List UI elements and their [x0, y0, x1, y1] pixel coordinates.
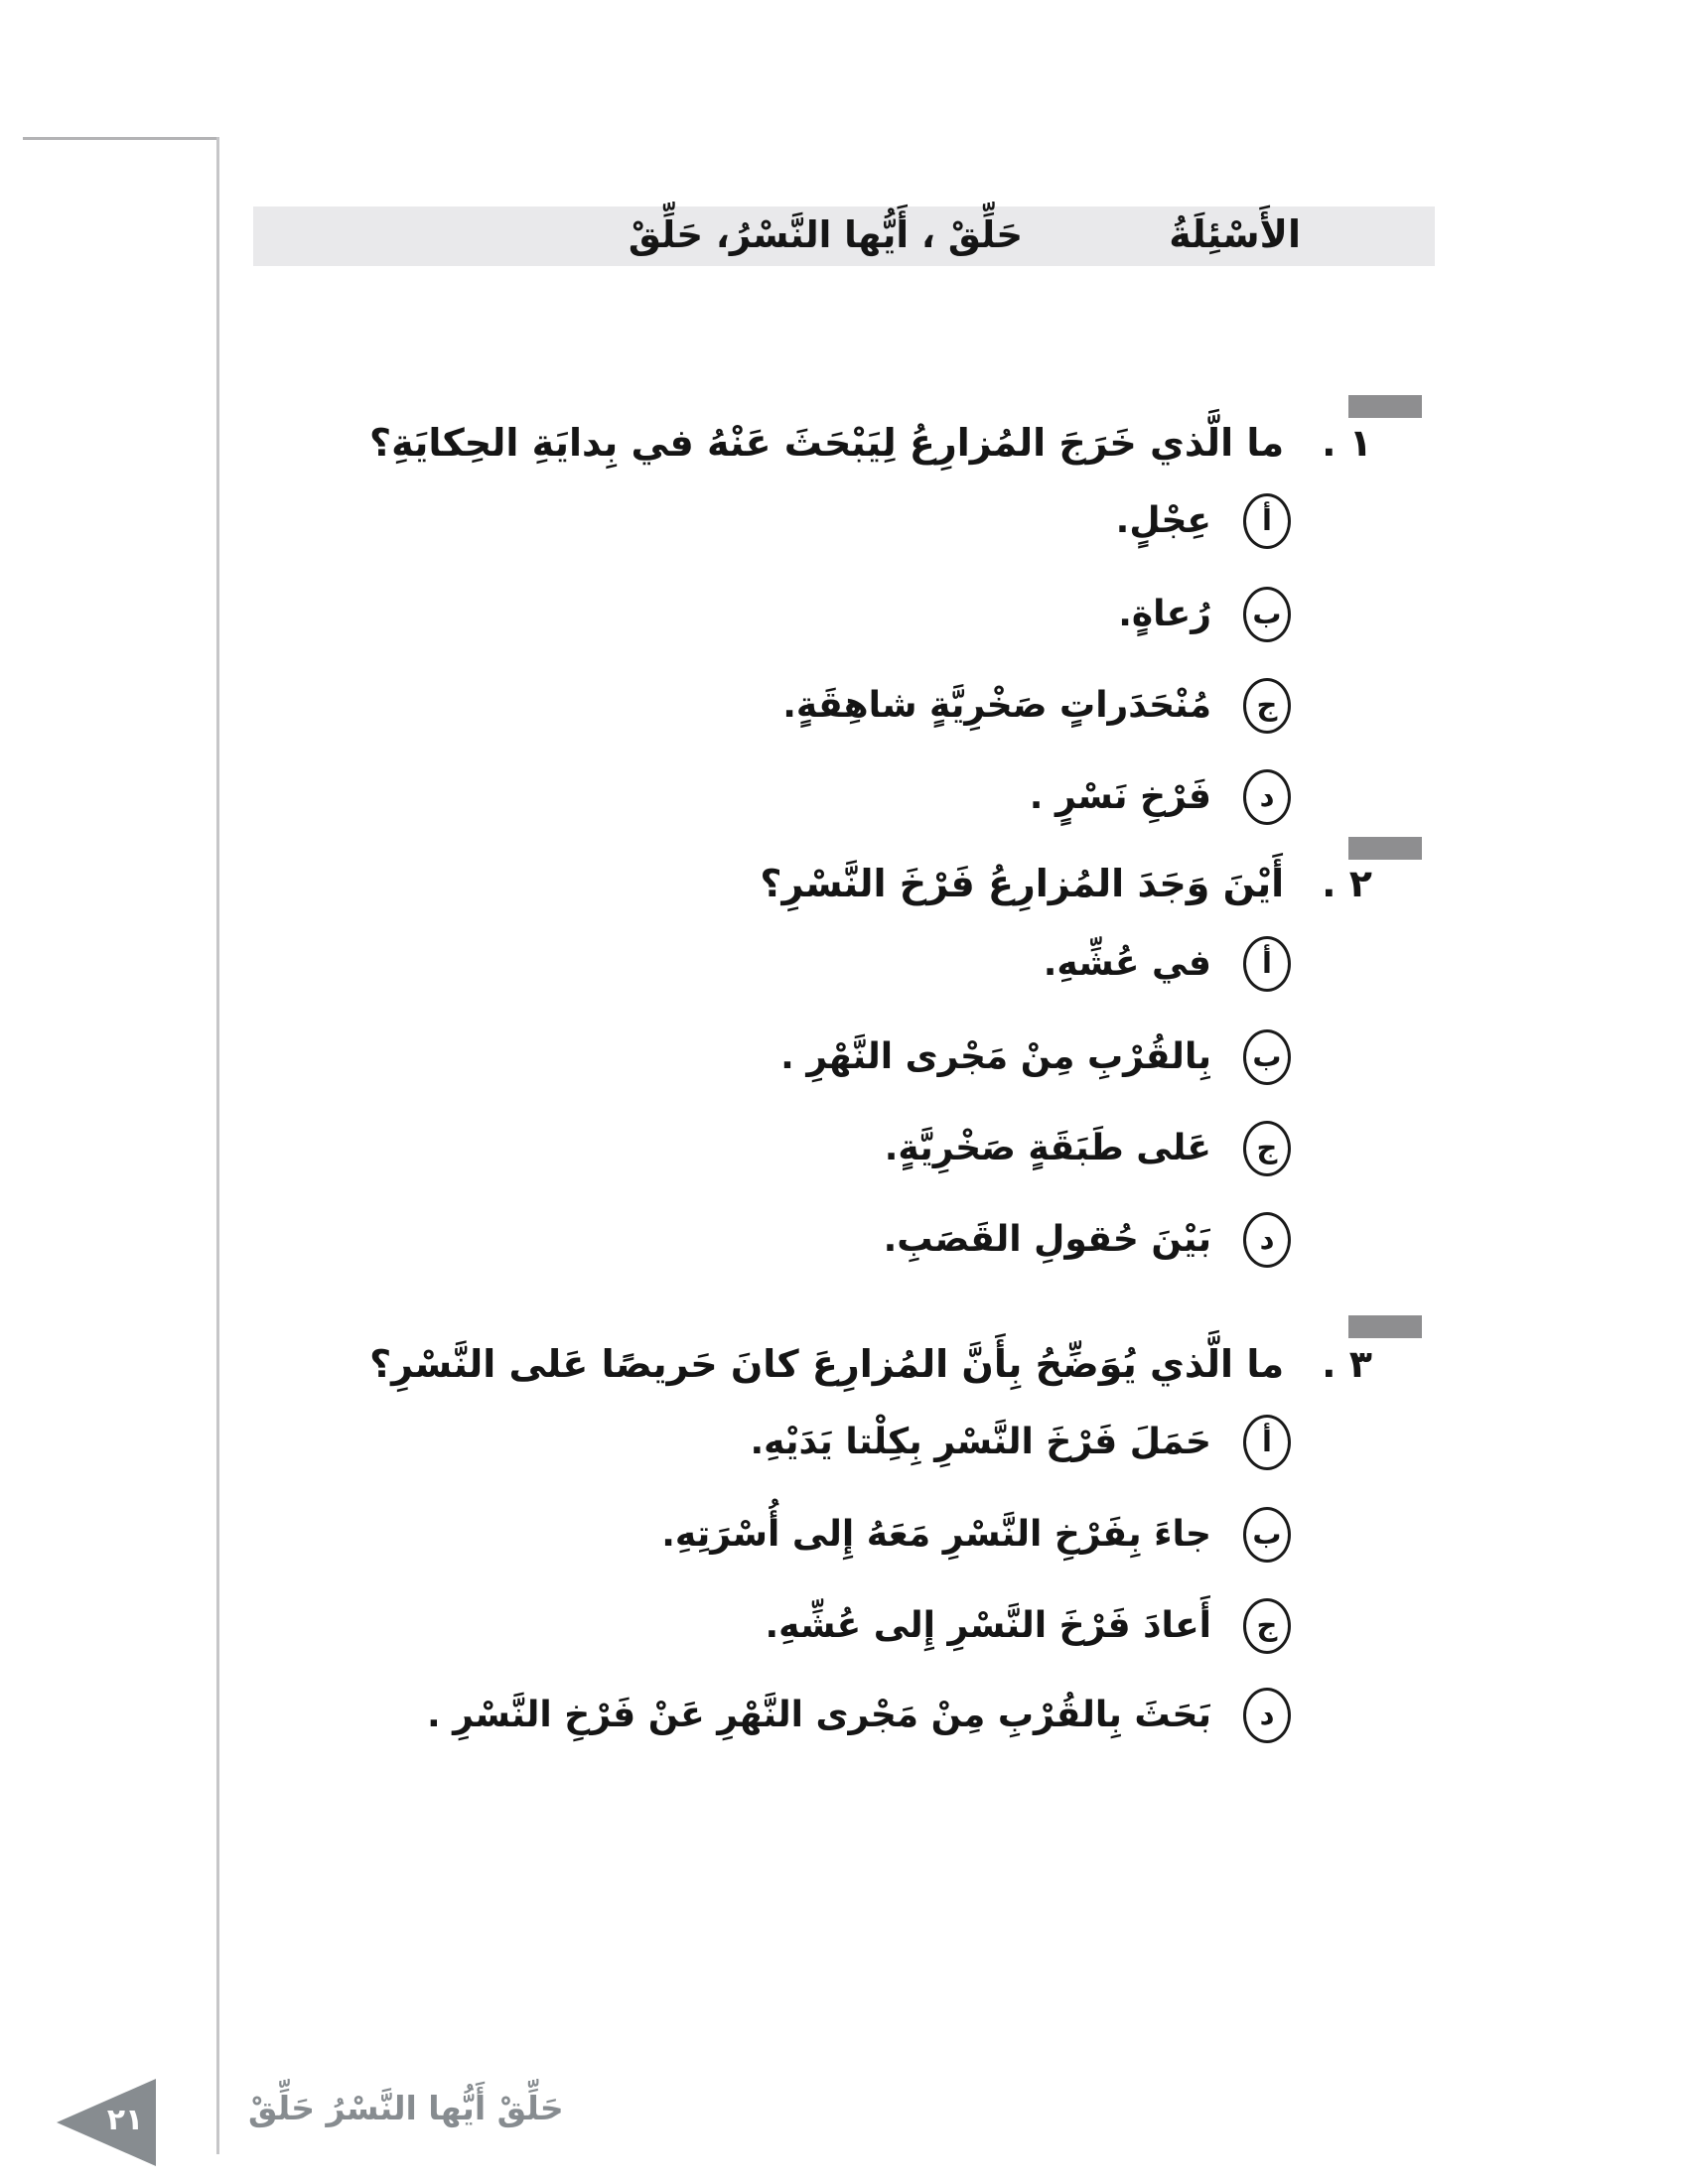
- option-text: أَعادَ فَرْخَ النَّسْرِ إِلى عُشِّهِ.: [765, 1605, 1211, 1646]
- option-text: جاءَ بِفَرْخِ النَّسْرِ مَعَهُ إِلى أُسْرَتِهِ.: [661, 1514, 1211, 1555]
- option-row[interactable]: [1118, 584, 1291, 644]
- option-letter-circle[interactable]: د: [1243, 1212, 1291, 1268]
- option-text: بَيْنَ حُقولِ القَصَبِ.: [883, 1219, 1211, 1260]
- option-letter-circle[interactable]: ب: [1243, 587, 1291, 642]
- option-row[interactable]: [885, 1118, 1291, 1178]
- option-row[interactable]: [884, 1209, 1291, 1270]
- question-1: [369, 411, 1372, 476]
- question-number: ٢ .: [1322, 862, 1372, 905]
- option-row[interactable]: [782, 675, 1291, 736]
- option-text: رُعاةٍ.: [1118, 594, 1211, 634]
- option-row[interactable]: [765, 1595, 1291, 1656]
- option-letter-circle[interactable]: ج: [1243, 1598, 1291, 1654]
- option-letter-circle[interactable]: أ: [1243, 493, 1291, 549]
- option-row[interactable]: [780, 1026, 1291, 1087]
- option-text: عَلى طَبَقَةٍ صَخْرِيَّةٍ.: [884, 1128, 1211, 1168]
- question-3: [369, 1332, 1372, 1397]
- header-bar: [253, 206, 1435, 266]
- option-letter-circle[interactable]: أ: [1243, 1415, 1291, 1470]
- option-text: في عُشِّهِ.: [1043, 943, 1211, 984]
- option-row[interactable]: [750, 1412, 1291, 1472]
- option-text: عِجْلٍ.: [1115, 500, 1211, 541]
- option-letter-circle[interactable]: ج: [1243, 678, 1291, 734]
- page-border-vertical: [216, 137, 219, 2154]
- question-number: ١ .: [1322, 421, 1372, 465]
- section-label: الأَسْئِلَةُ: [1169, 212, 1301, 257]
- question-number: ٣ .: [1322, 1342, 1372, 1386]
- option-text: فَرْخِ نَسْرٍ .: [1029, 776, 1211, 817]
- option-letter-circle[interactable]: ب: [1243, 1029, 1291, 1085]
- option-letter-circle[interactable]: د: [1243, 769, 1291, 825]
- option-row[interactable]: [1030, 766, 1291, 827]
- question-2: [760, 852, 1372, 916]
- option-row[interactable]: [661, 1504, 1291, 1565]
- page-border-horizontal: [23, 137, 218, 140]
- option-text: حَمَلَ فَرْخَ النَّسْرِ بِكِلْتا يَدَيْهِ.: [750, 1422, 1211, 1462]
- option-letter-circle[interactable]: أ: [1243, 936, 1291, 992]
- story-title: حَلِّقْ ، أَيُّها النَّسْرُ، حَلِّقْ: [628, 212, 1023, 256]
- question-text: ما الَّذي خَرَجَ المُزارِعُ لِيَبْحَثَ عَنْهُ في بِدايَةِ الحِكايَةِ؟: [369, 421, 1285, 465]
- option-text: بِالقُرْبِ مِنْ مَجْرى النَّهْرِ .: [780, 1036, 1211, 1077]
- option-letter-circle[interactable]: د: [1243, 1688, 1291, 1743]
- option-row[interactable]: [1116, 490, 1291, 551]
- option-row[interactable]: [1044, 933, 1291, 994]
- option-row[interactable]: [427, 1685, 1291, 1745]
- question-text: ما الَّذي يُوَضِّحُ بِأَنَّ المُزارِعَ كانَ حَريصًا عَلى النَّسْرِ؟: [369, 1342, 1285, 1386]
- option-letter-circle[interactable]: ب: [1243, 1507, 1291, 1563]
- question-text: أَيْنَ وَجَدَ المُزارِعُ فَرْخَ النَّسْرِ؟: [760, 862, 1285, 905]
- option-text: بَحَثَ بِالقُرْبِ مِنْ مَجْرى النَّهْرِ عَنْ فَرْخِ النَّسْرِ .: [426, 1695, 1211, 1735]
- option-letter-circle[interactable]: ج: [1243, 1121, 1291, 1176]
- page-number: ٢١: [106, 2103, 144, 2137]
- footer-story-title: حَلِّقْ أَيُّها النَّسْرُ حَلِّقْ: [248, 2089, 564, 2127]
- option-text: مُنْحَدَراتٍ صَخْرِيَّةٍ شاهِقَةٍ.: [782, 685, 1211, 726]
